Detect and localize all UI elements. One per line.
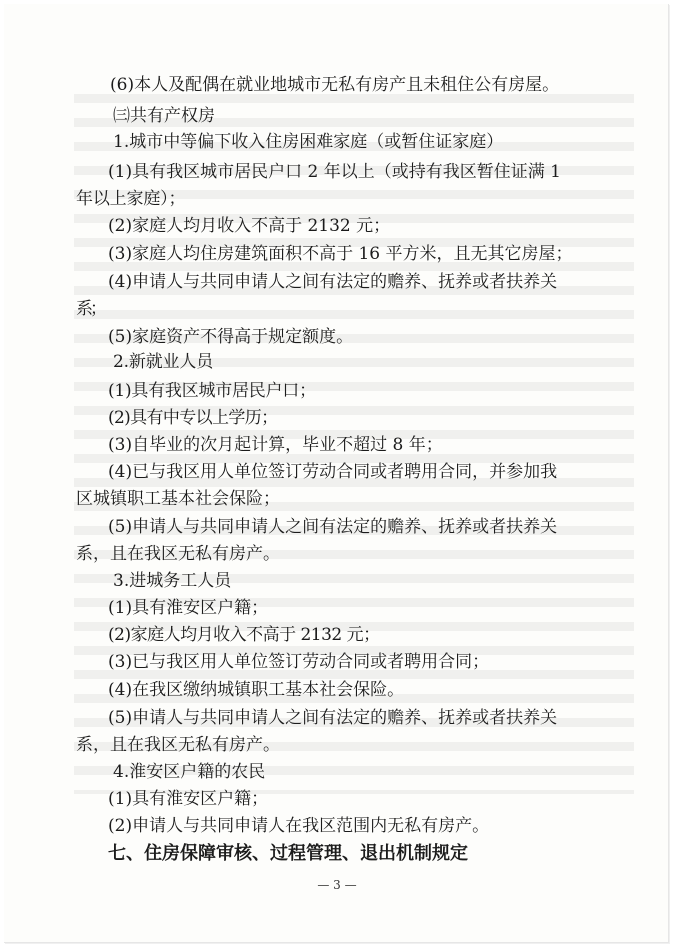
text-line: (2)家庭人均月收入不高于 2132 元； (108, 625, 380, 645)
text-line: ㈢共有产权房 (113, 106, 215, 126)
text-line: (1)具有淮安区户籍； (108, 598, 269, 618)
text-line: 区城镇职工基本社会保险； (76, 489, 280, 509)
text-line: (1)具有我区城市居民户口 2 年以上（或持有我区暂住证满 1 (108, 162, 561, 182)
text-line: (4)已与我区用人单位签订劳动合同或者聘用合同，并参加我 (108, 462, 558, 482)
text-line: (1)具有淮安区户籍； (108, 789, 269, 809)
text-line: (3)自毕业的次月起计算，毕业不超过 8 年； (108, 435, 443, 455)
text-line: 2.新就业人员 (113, 352, 214, 372)
text-line: (4)在我区缴纳城镇职工基本社会保险。 (108, 680, 405, 700)
text-line: 系； (76, 299, 104, 319)
text-line: (2)家庭人均月收入不高于 2132 元； (108, 216, 391, 236)
text-line: (6)本人及配偶在就业地城市无私有房产且未租住公有房屋。 (110, 75, 560, 95)
text-line: 系，且在我区无私有房产。 (76, 735, 280, 755)
text-line: 4.淮安区户籍的农民 (113, 762, 266, 782)
text-line: (2)申请人与共同申请人在我区范围内无私有房产。 (108, 816, 490, 836)
section-heading: 七、住房保障审核、过程管理、退出机制规定 (108, 843, 468, 864)
text-line: (3)家庭人均住房建筑面积不高于 16 平方米，且无其它房屋； (108, 244, 573, 264)
text-line: (5)申请人与共同申请人之间有法定的赡养、抚养或者扶养关 (108, 517, 558, 537)
text-line: (1)具有我区城市居民户口； (108, 381, 316, 401)
text-line: 年以上家庭）； (76, 189, 186, 209)
text-line: 系，且在我区无私有房产。 (76, 544, 280, 564)
text-line: 3.进城务工人员 (113, 571, 232, 591)
text-line: (5)家庭资产不得高于规定额度。 (108, 327, 354, 347)
text-line: (2)具有中专以上学历； (108, 408, 278, 428)
text-line: (5)申请人与共同申请人之间有法定的赡养、抚养或者扶养关 (108, 708, 558, 728)
page-number: — 3 — (317, 878, 357, 892)
text-line: (4)申请人与共同申请人之间有法定的赡养、抚养或者扶养关 (108, 272, 558, 292)
text-line: 1.城市中等偏下收入住房困难家庭（或暂住证家庭） (113, 132, 504, 152)
text-line: (3)已与我区用人单位签订劳动合同或者聘用合同； (108, 652, 490, 672)
